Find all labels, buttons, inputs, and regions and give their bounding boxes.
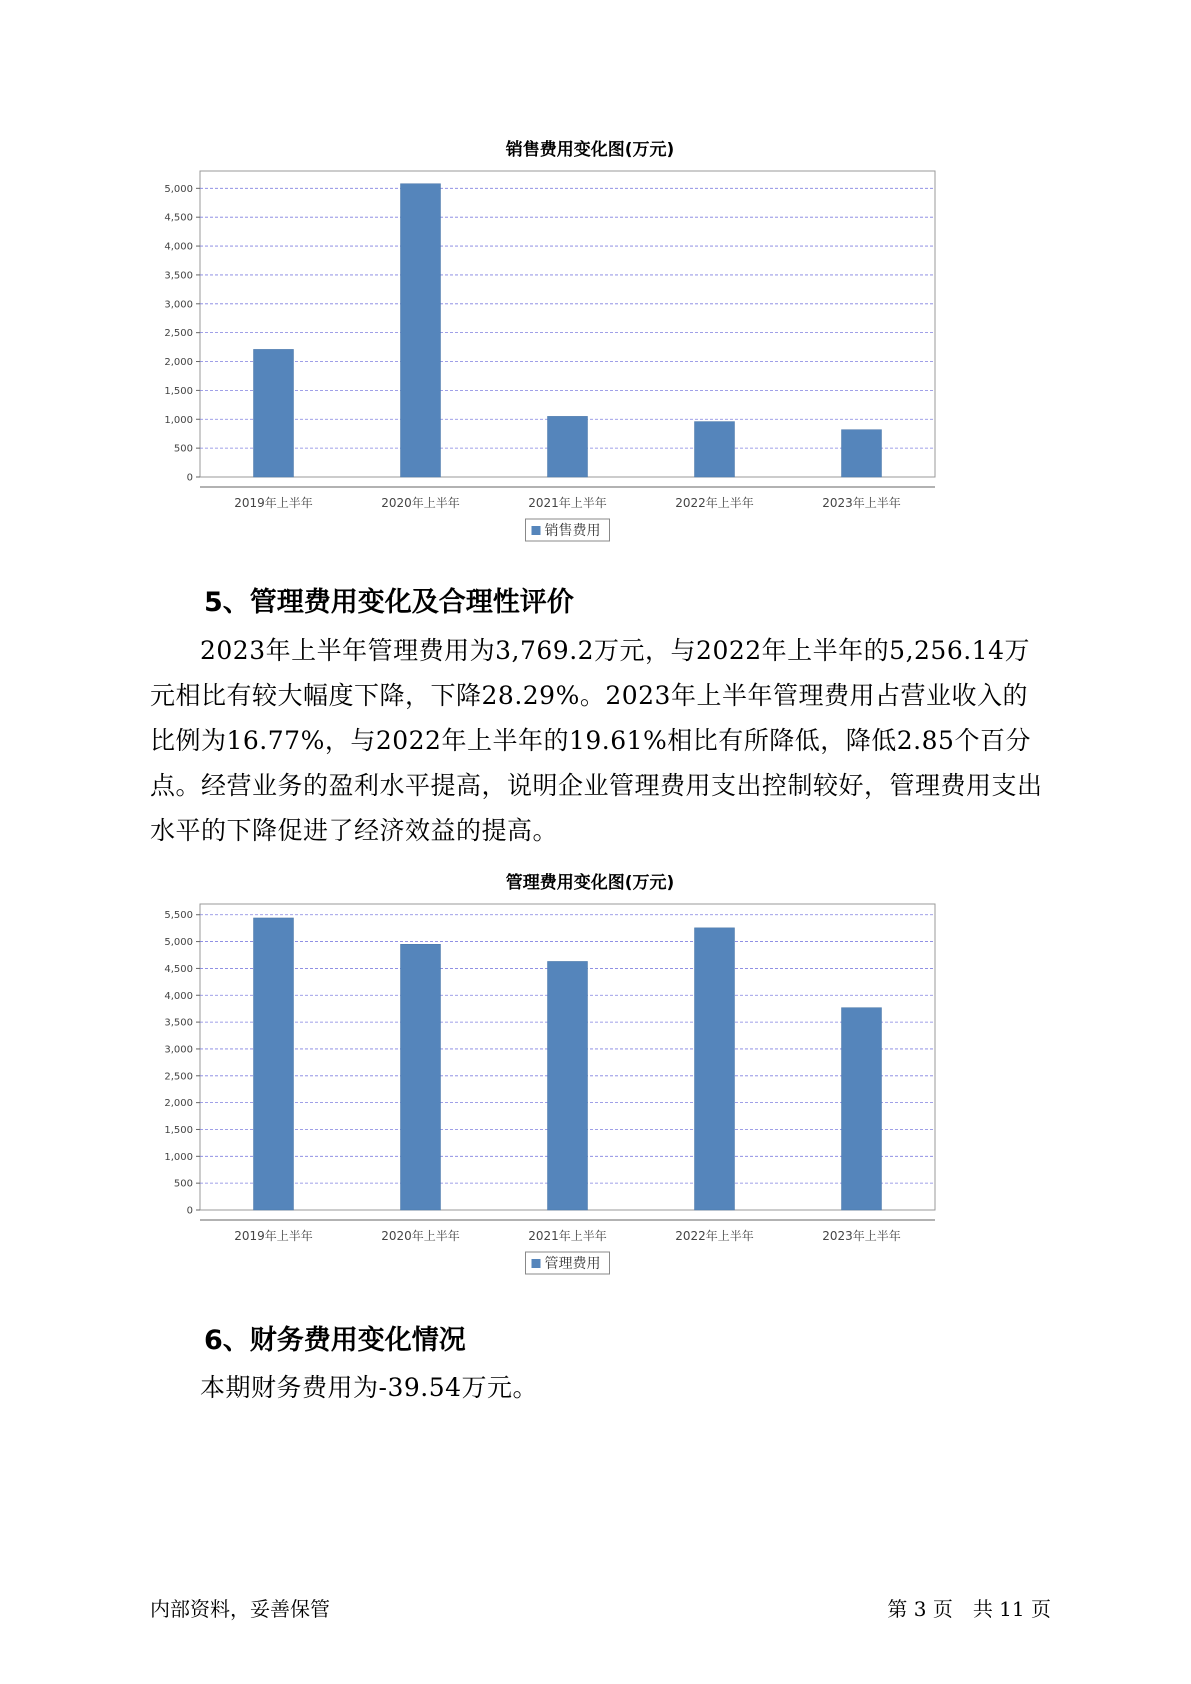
x-tick-label: 2019年上半年 xyxy=(234,496,313,510)
page-number: 第 3 页 共 11 页 xyxy=(887,1597,1051,1621)
y-tick-label: 5,000 xyxy=(164,183,193,195)
y-tick-label: 1,500 xyxy=(164,385,193,397)
x-tick-label: 2022年上半年 xyxy=(675,496,754,510)
y-tick-label: 0 xyxy=(186,1205,193,1217)
bar xyxy=(548,416,588,477)
y-tick-label: 5,000 xyxy=(164,937,193,949)
y-tick-label: 3,500 xyxy=(164,270,193,282)
y-tick-label: 2,000 xyxy=(164,357,193,369)
bar xyxy=(254,349,294,477)
y-tick-label: 2,000 xyxy=(164,1098,193,1110)
y-tick-label: 1,000 xyxy=(164,1151,193,1163)
y-tick-label: 3,500 xyxy=(164,1017,193,1029)
y-tick-label: 3,000 xyxy=(164,1044,193,1056)
y-tick-label: 1,500 xyxy=(164,1124,193,1136)
legend-swatch xyxy=(532,526,541,535)
y-tick-label: 4,500 xyxy=(164,963,193,975)
bar xyxy=(842,430,882,477)
chart-title: 销售费用变化图(万元) xyxy=(505,140,675,160)
section-heading-5: 5、管理费用变化及合理性评价 xyxy=(204,587,574,618)
y-tick-label: 2,500 xyxy=(164,1071,193,1083)
bar xyxy=(695,422,735,477)
legend-label: 销售费用 xyxy=(544,523,601,539)
legend xyxy=(526,1252,610,1274)
chart-title: 管理费用变化图(万元) xyxy=(505,873,675,893)
y-tick-label: 2,500 xyxy=(164,328,193,340)
admin-expense-chart xyxy=(150,868,1030,1288)
x-tick-label: 2020年上半年 xyxy=(381,1229,460,1243)
y-tick-label: 3,000 xyxy=(164,299,193,311)
x-tick-label: 2020年上半年 xyxy=(381,496,460,510)
x-tick-label: 2021年上半年 xyxy=(528,1229,607,1243)
section-heading-6: 6、财务费用变化情况 xyxy=(204,1325,466,1356)
footer-note: 内部资料，妥善保管 xyxy=(150,1597,330,1621)
y-tick-label: 4,500 xyxy=(164,212,193,224)
y-tick-label: 4,000 xyxy=(164,990,193,1002)
y-tick-label: 500 xyxy=(173,1178,193,1190)
legend-label: 管理费用 xyxy=(544,1256,601,1272)
x-tick-label: 2023年上半年 xyxy=(822,496,901,510)
section-paragraph-6: 本期财务费用为-39.54万元。 xyxy=(200,1373,539,1402)
chart-svg xyxy=(150,135,1030,555)
legend-swatch xyxy=(532,1259,541,1268)
sales-expense-chart xyxy=(150,135,1030,555)
bar xyxy=(695,928,735,1210)
x-tick-label: 2019年上半年 xyxy=(234,1229,313,1243)
y-tick-label: 500 xyxy=(173,443,193,455)
bar xyxy=(401,944,441,1210)
section-paragraph-5: 2023年上半年管理费用为3,769.2万元，与2022年上半年的5,256.14万元相比有较大幅度下降，下降28.29%。2023年上半年管理费用占营业收入的比例为16.77%，与2022年上半年的19.61%相比有所降低，降低2.85个百分点。经营业务的盈利水平提高，说明企业管理费用支出控制较好，管理费用支出水平的下降促进了经济效益的提高。 xyxy=(150,636,1043,845)
x-tick-label: 2023年上半年 xyxy=(822,1229,901,1243)
bar xyxy=(254,918,294,1210)
legend xyxy=(526,519,610,541)
y-tick-label: 1,000 xyxy=(164,414,193,426)
bar xyxy=(401,184,441,477)
y-tick-label: 5,500 xyxy=(164,910,193,922)
x-tick-label: 2022年上半年 xyxy=(675,1229,754,1243)
chart-svg xyxy=(150,868,1030,1288)
bar xyxy=(548,961,588,1210)
y-tick-label: 0 xyxy=(186,472,193,484)
bar xyxy=(842,1008,882,1210)
x-tick-label: 2021年上半年 xyxy=(528,496,607,510)
y-tick-label: 4,000 xyxy=(164,241,193,253)
